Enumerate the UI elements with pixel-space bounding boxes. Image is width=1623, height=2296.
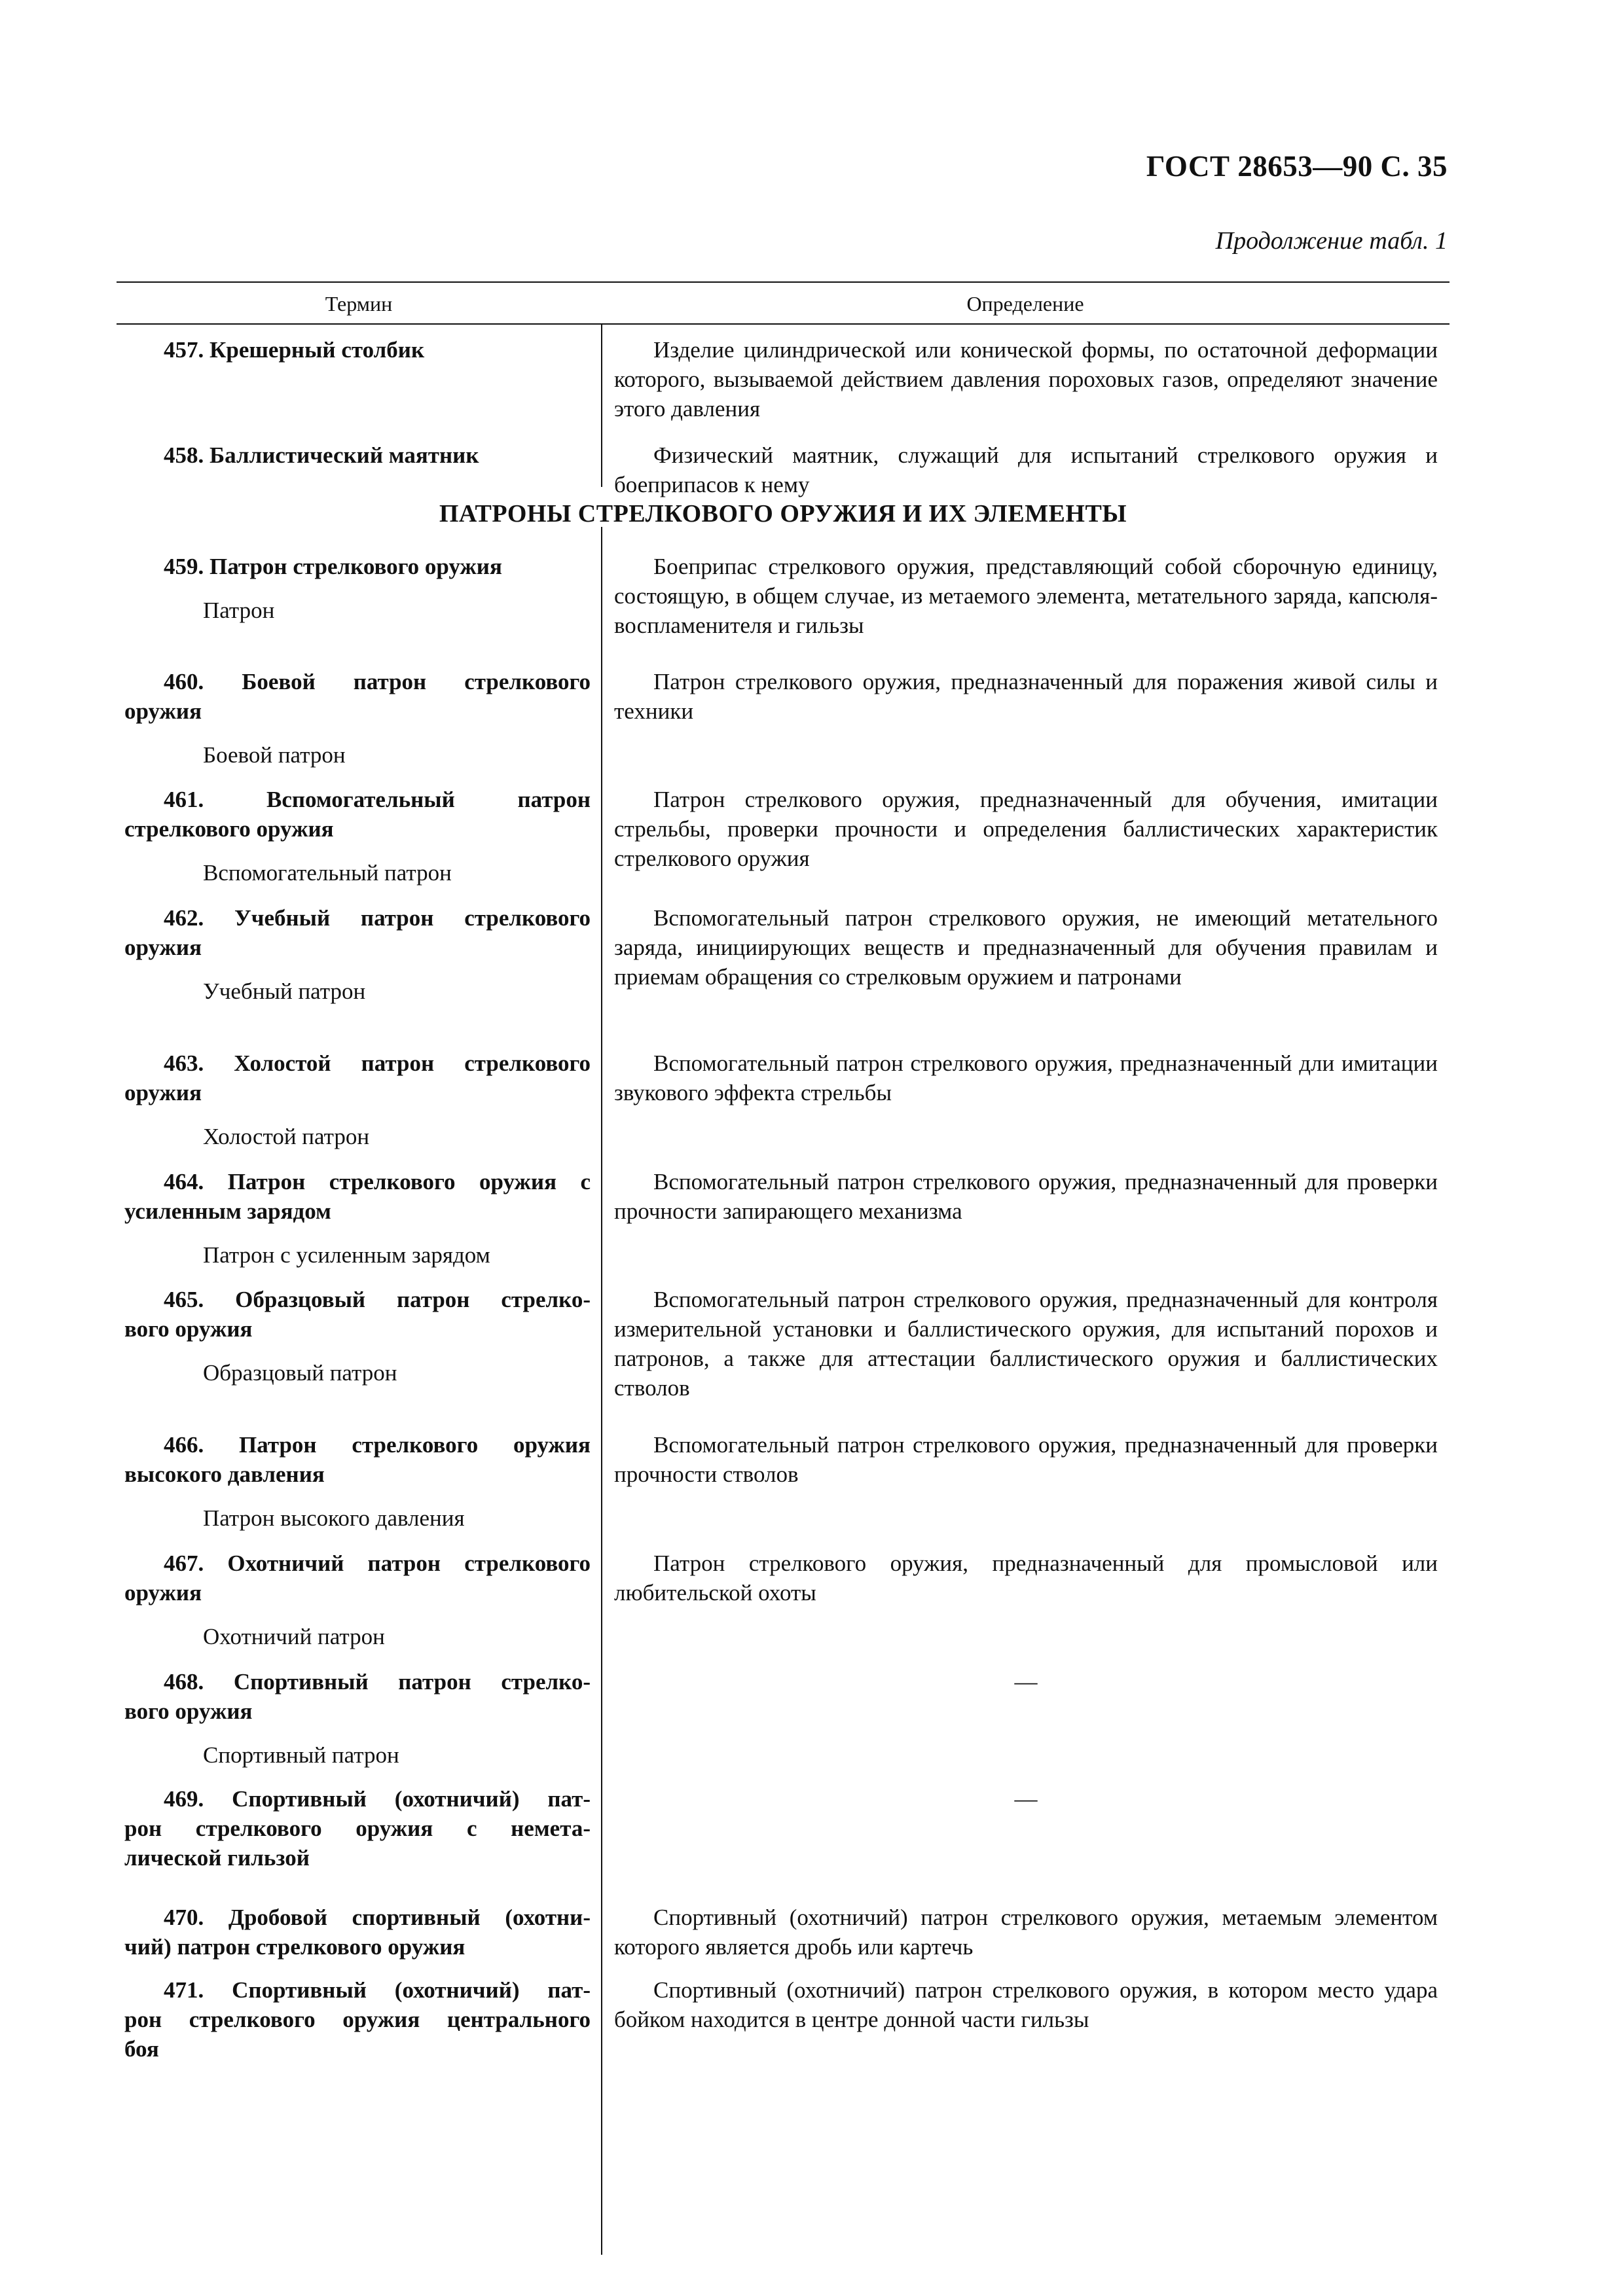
term-cell: 466. Патрон стрелкового оружия высокого давления Патрон высокого давления	[124, 1430, 591, 1533]
term-number: 468.	[164, 1669, 204, 1695]
term-text: 462. Учебный патрон стрелкового	[164, 905, 591, 931]
definition-text: Вспомогательный патрон стрелкового оружия, предназначенный для контроля измерительной установки и баллистического оружия, для испытаний порохов и патронов, а также для аттестации баллистического оружия и баллистических стволов	[614, 1287, 1438, 1401]
term-number: 464.	[164, 1169, 204, 1194]
definition-text: Патрон стрелкового оружия, предназначенный для промысловой или любительской охоты	[614, 1551, 1438, 1605]
short-term: Патрон	[203, 598, 275, 623]
term-cell: 469. Спортивный (охотничий) пат- рон стрелкового оружия с немета- лической гильзой	[124, 1784, 591, 1873]
term-cell: 465. Образцовый патрон стрелко- вого оружия Образцовый патрон	[124, 1285, 591, 1388]
short-term: Охотничий патрон	[203, 1624, 385, 1649]
term-cell: 460. Боевой патрон стрелкового оружия Боевой патрон	[124, 667, 591, 770]
definition-dash: —	[1014, 1669, 1038, 1695]
term-number: 471.	[164, 1977, 204, 2003]
term-text: 465. Образцовый патрон стрелко-	[164, 1287, 591, 1312]
term-text: 471. Спортивный (охотничий) пат-	[164, 1977, 591, 2003]
column-header-definition: Определение	[966, 292, 1084, 315]
term-number: 461.	[164, 787, 204, 812]
definition-text: Спортивный (охотничий) патрон стрелкового оружия, метаемым элементом которого является дробь или картечь	[614, 1905, 1438, 1960]
term-text: 459. Патрон стрелкового оружия	[164, 554, 502, 579]
term-cell: 467. Охотничий патрон стрелкового оружия Охотничий патрон	[124, 1549, 591, 1651]
term-text: 469. Спортивный (охотничий) пат-	[164, 1786, 591, 1812]
term-number: 460.	[164, 669, 204, 694]
term-cell	[124, 335, 591, 365]
term-text: 458. Баллистический маятник	[164, 442, 479, 468]
definition-text: Вспомогательный патрон стрелкового оружия, предназначенный для проверки прочности запирающего механизма	[614, 1169, 1438, 1224]
definition-text: Физический маятник, служащий для испытаний стрелкового оружия и боеприпасов к нему	[614, 442, 1438, 497]
term-number: 457.	[164, 337, 204, 363]
definition-text: Патрон стрелкового оружия, предназначенный для поражения живой силы и техники	[614, 669, 1438, 724]
short-term: Образцовый патрон	[203, 1360, 397, 1386]
short-term: Патрон высокого давления	[203, 1505, 465, 1531]
term-cell	[124, 440, 591, 470]
short-term: Патрон с усиленным зарядом	[203, 1242, 490, 1268]
definition-text: Вспомогательный патрон стрелкового оружия, предназначенный дли имитации звукового эффекта стрельбы	[614, 1050, 1438, 1105]
column-header-term: Термин	[325, 292, 393, 315]
term-text: 466. Патрон стрелкового оружия	[164, 1432, 591, 1458]
definition-text: Изделие цилиндрической или конической формы, по остаточной деформации которого, вызываемой действием давления пороховых газов, определяют значение этого давления	[614, 337, 1438, 422]
short-term: Вспомогательный патрон	[203, 860, 452, 886]
term-text: 460. Боевой патрон стрелкового	[164, 669, 591, 694]
definition-text: Вспомогательный патрон стрелкового оружия, не имеющий метательного заряда, инициирующих веществ и предназначенный для обучения правилам и приемам обращения со стрелковым оружием и патронами	[614, 905, 1438, 990]
definition-text: Патрон стрелкового оружия, предназначенный для обучения, имитации стрельбы, проверки прочности и определения баллистических характеристик стрелкового оружия	[614, 787, 1438, 871]
term-text: 470. Дробовой спортивный (охотни-	[164, 1905, 591, 1930]
section-title: ПАТРОНЫ СТРЕЛКОВОГО ОРУЖИЯ И ИХ ЭЛЕМЕНТЫ	[439, 500, 1127, 528]
term-number: 459.	[164, 554, 204, 579]
term-number: 470.	[164, 1905, 204, 1930]
term-cell: 462. Учебный патрон стрелкового оружия Учебный патрон	[124, 903, 591, 1006]
term-number: 463.	[164, 1050, 204, 1076]
table-header-row	[117, 281, 1450, 325]
page-header-title: ГОСТ 28653—90 С. 35	[1146, 150, 1448, 183]
term-number: 467.	[164, 1551, 204, 1576]
term-text: 467. Охотничий патрон стрелкового	[164, 1551, 591, 1576]
term-number: 469.	[164, 1786, 204, 1812]
term-text: 468. Спортивный патрон стрелко-	[164, 1669, 591, 1695]
definition-dash: —	[1014, 1786, 1038, 1812]
term-cell: 463. Холостой патрон стрелкового оружия Холостой патрон	[124, 1049, 591, 1151]
term-text: 464. Патрон стрелкового оружия с	[164, 1169, 591, 1194]
term-text: 463. Холостой патрон стрелкового	[164, 1050, 591, 1076]
terms-table	[117, 281, 1450, 2062]
column-divider	[601, 323, 602, 487]
short-term: Холостой патрон	[203, 1124, 370, 1149]
short-term: Боевой патрон	[203, 742, 346, 768]
term-cell: 470. Дробовой спортивный (охотни- чий) патрон стрелкового оружия	[124, 1903, 591, 1962]
term-text: 461. Вспомогательный патрон	[164, 787, 591, 812]
term-cell: 464. Патрон стрелкового оружия с усиленным зарядом Патрон с усиленным зарядом	[124, 1167, 591, 1270]
definition-text: Боеприпас стрелкового оружия, представляющий собой сборочную единицу, состоящую, в общем случае, из метаемого элемента, метательного заряда, капсюля-воспламенителя и гильзы	[614, 554, 1438, 638]
term-text: 457. Крешерный столбик	[164, 337, 425, 363]
term-number: 466.	[164, 1432, 204, 1458]
term-number: 465.	[164, 1287, 204, 1312]
term-cell: 468. Спортивный патрон стрелко- вого оружия Спортивный патрон	[124, 1667, 591, 1770]
column-divider	[601, 527, 602, 2255]
term-number: 462.	[164, 905, 204, 931]
term-cell	[124, 552, 591, 625]
short-term: Учебный патрон	[203, 978, 366, 1004]
term-cell: 471. Спортивный (охотничий) пат- рон стрелкового оружия центрального боя	[124, 1975, 591, 2064]
definition-text: Спортивный (охотничий) патрон стрелкового оружия, в котором место удара бойком находится в центре донной части гильзы	[614, 1977, 1438, 2032]
definition-text: Вспомогательный патрон стрелкового оружия, предназначенный для проверки прочности стволов	[614, 1432, 1438, 1487]
table-continuation-label: Продолжение табл. 1	[1215, 227, 1448, 255]
term-cell: 461. Вспомогательный патрон стрелкового оружия Вспомогательный патрон	[124, 785, 591, 888]
term-number: 458.	[164, 442, 204, 468]
short-term: Спортивный патрон	[203, 1742, 399, 1768]
